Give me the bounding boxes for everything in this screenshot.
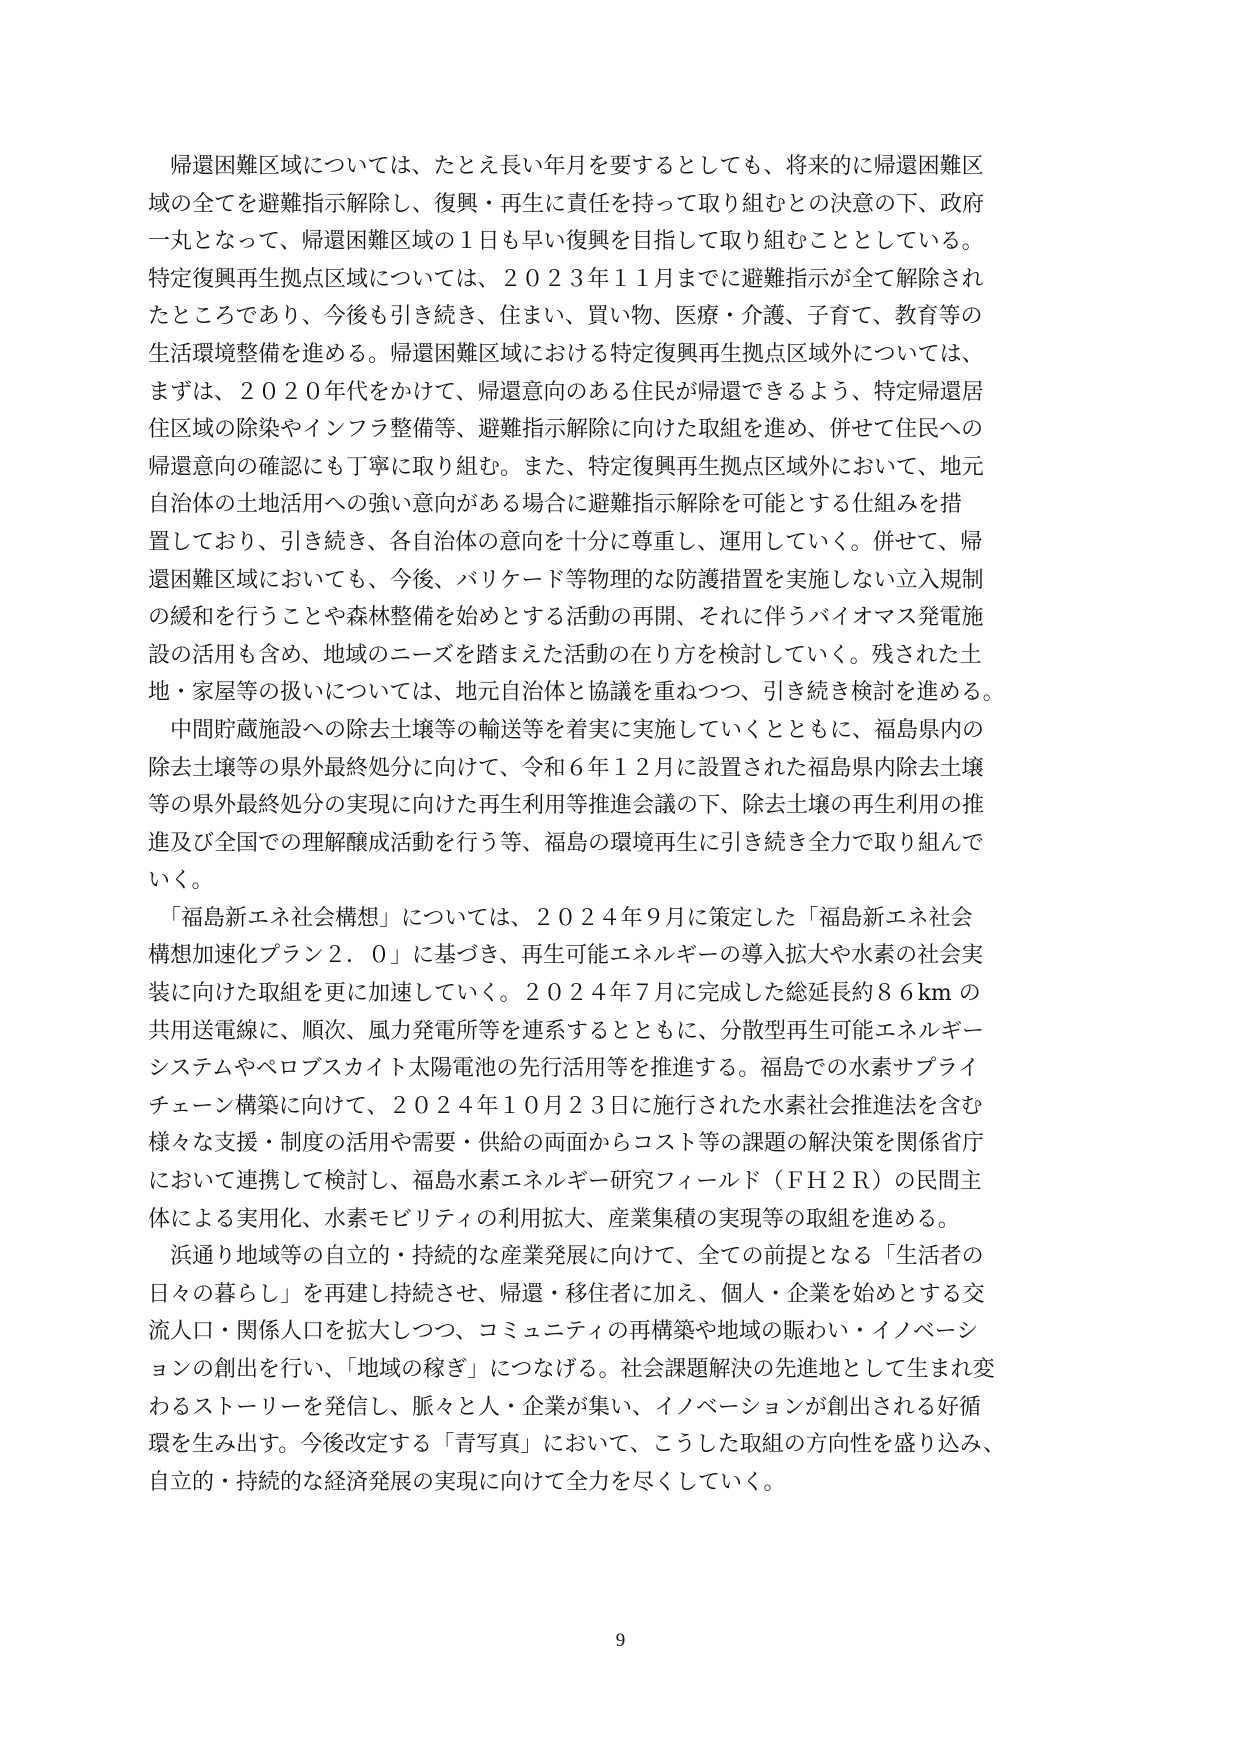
- text-line: 自治体の土地活用への強い意向がある場合に避難指示解除を可能とする仕組みを措: [148, 492, 963, 518]
- text-line: の緩和を行うことや森林整備を始めとする活動の再開、それに伴うバイオマス発電施: [148, 605, 984, 631]
- text-line: 域の全てを避難指示解除し、復興・再生に責任を持って取り組むとの決意の下、政府: [148, 191, 985, 217]
- text-line: 体による実用化、水素モビリティの利用拡大、産業集積の実現等の取組を進める。: [148, 1206, 960, 1232]
- text-line: ョンの創出を行い、「地域の稼ぎ」につなげる。社会課題解決の先進地として生まれ変: [148, 1357, 995, 1382]
- text-line: たところであり、今後も引き続き、住まい、買い物、医療・介護、子育て、教育等の: [148, 304, 983, 330]
- text-line: 生活環境整備を進める。帰還困難区域における特定復興再生拠点区域外については、: [148, 341, 984, 367]
- text-line: チェーン構築に向けて、２０２４年１０月２３日に施行された水素社会推進法を含む: [148, 1093, 983, 1119]
- text-line: 日々の暮らし」を再建し持続させ、帰還・移住者に加え、個人・企業を始めとする交: [148, 1281, 985, 1307]
- text-line: いく。: [148, 868, 214, 894]
- paragraph: [148, 900, 1092, 1238]
- text-line: 特定復興再生拠点区域については、２０２３年１１月までに避難指示が全て解除され: [148, 266, 984, 292]
- text-line: 様々な支援・制度の活用や需要・供給の両面からコスト等の課題の解決策を関係省庁: [148, 1131, 985, 1157]
- text-line: 除去土壌等の県外最終処分に向けて、令和６年１２月に設置された福島県内除去土壌: [148, 755, 984, 781]
- text-line: まずは、２０２０年代をかけて、帰還意向のある住民が帰還できるよう、特定帰還居: [148, 379, 984, 405]
- paragraph: [148, 1238, 1092, 1501]
- text-line: 設の活用も含め、地域のニーズを踏まえた活動の在り方を検討していく。残された土: [148, 642, 982, 668]
- text-line: 環を生み出す。今後改定する「青写真」において、こうした取組の方向性を盛り込み、: [148, 1432, 1006, 1458]
- paragraph: [148, 712, 1092, 900]
- text-line: システムやペロブスカイト太陽電池の先行活用等を推進する。福島での水素サプライ: [148, 1056, 980, 1082]
- text-line: 置しており、引き続き、各自治体の意向を十分に尊重し、運用していく。併せて、帰: [148, 529, 983, 555]
- text-line: 一丸となって、帰還困難区域の１日も早い復興を目指して取り組むこととしている。: [148, 229, 984, 255]
- text-line: 等の県外最終処分の実現に向けた再生利用等推進会議の下、除去土壌の再生利用の推: [148, 793, 985, 819]
- text-line: 装に向けた取組を更に加速していく。２０２４年７月に完成した総延長約８６km の: [148, 981, 981, 1007]
- text-line: 還困難区域においても、今後、バリケード等物理的な防護措置を実施しない立入規制: [148, 567, 984, 593]
- text-line: 帰還意向の確認にも丁寧に取り組む。また、特定復興再生拠点区域外において、地元: [148, 454, 984, 480]
- text-line: 進及び全国での理解醸成活動を行う等、福島の環境再生に引き続き全力で取り組んで: [148, 830, 985, 856]
- text-line: において連携して検討し、福島水素エネルギー研究フィールド（ＦＨ２Ｒ）の民間主: [148, 1169, 982, 1195]
- text-line: 住区域の除染やインフラ整備等、避難指示解除に向けた取組を進め、併せて住民への: [148, 417, 984, 443]
- text-line: 浜通り地域等の自立的・持続的な産業発展に向けて、全ての前提となる「生活者の: [148, 1244, 984, 1270]
- text-line: 共用送電線に、順次、風力発電所等を連系するとともに、分散型再生可能エネルギー: [148, 1018, 985, 1044]
- text-line: 自立的・持続的な経済発展の実現に向けて全力を尽くしていく。: [148, 1469, 786, 1495]
- text-line: 「福島新エネ社会構想」については、２０２４年９月に策定した「福島新エネ社会: [148, 905, 973, 931]
- text-line: 流人口・関係人口を拡大しつつ、コミュニティの再構築や地域の賑わい・イノベーシ: [148, 1319, 979, 1345]
- paragraph: [148, 148, 1092, 712]
- text-line: 地・家屋等の扱いについては、地元自治体と協議を重ねつつ、引き続き検討を進める。: [148, 680, 1005, 706]
- page-number: 9: [615, 1630, 626, 1651]
- text-line: 構想加速化プラン２．０」に基づき、再生可能エネルギーの導入拡大や水素の社会実: [148, 943, 984, 969]
- text-line: 中間貯蔵施設への除去土壌等の輸送等を着実に実施していくとともに、福島県内の: [148, 717, 985, 743]
- text-line: わるストーリーを発信し、脈々と人・企業が集い、イノベーションが創出される好循: [148, 1394, 981, 1420]
- text-line: 帰還困難区域については、たとえ長い年月を要するとしても、将来的に帰還困難区: [148, 154, 984, 179]
- body-text: [148, 148, 1092, 1501]
